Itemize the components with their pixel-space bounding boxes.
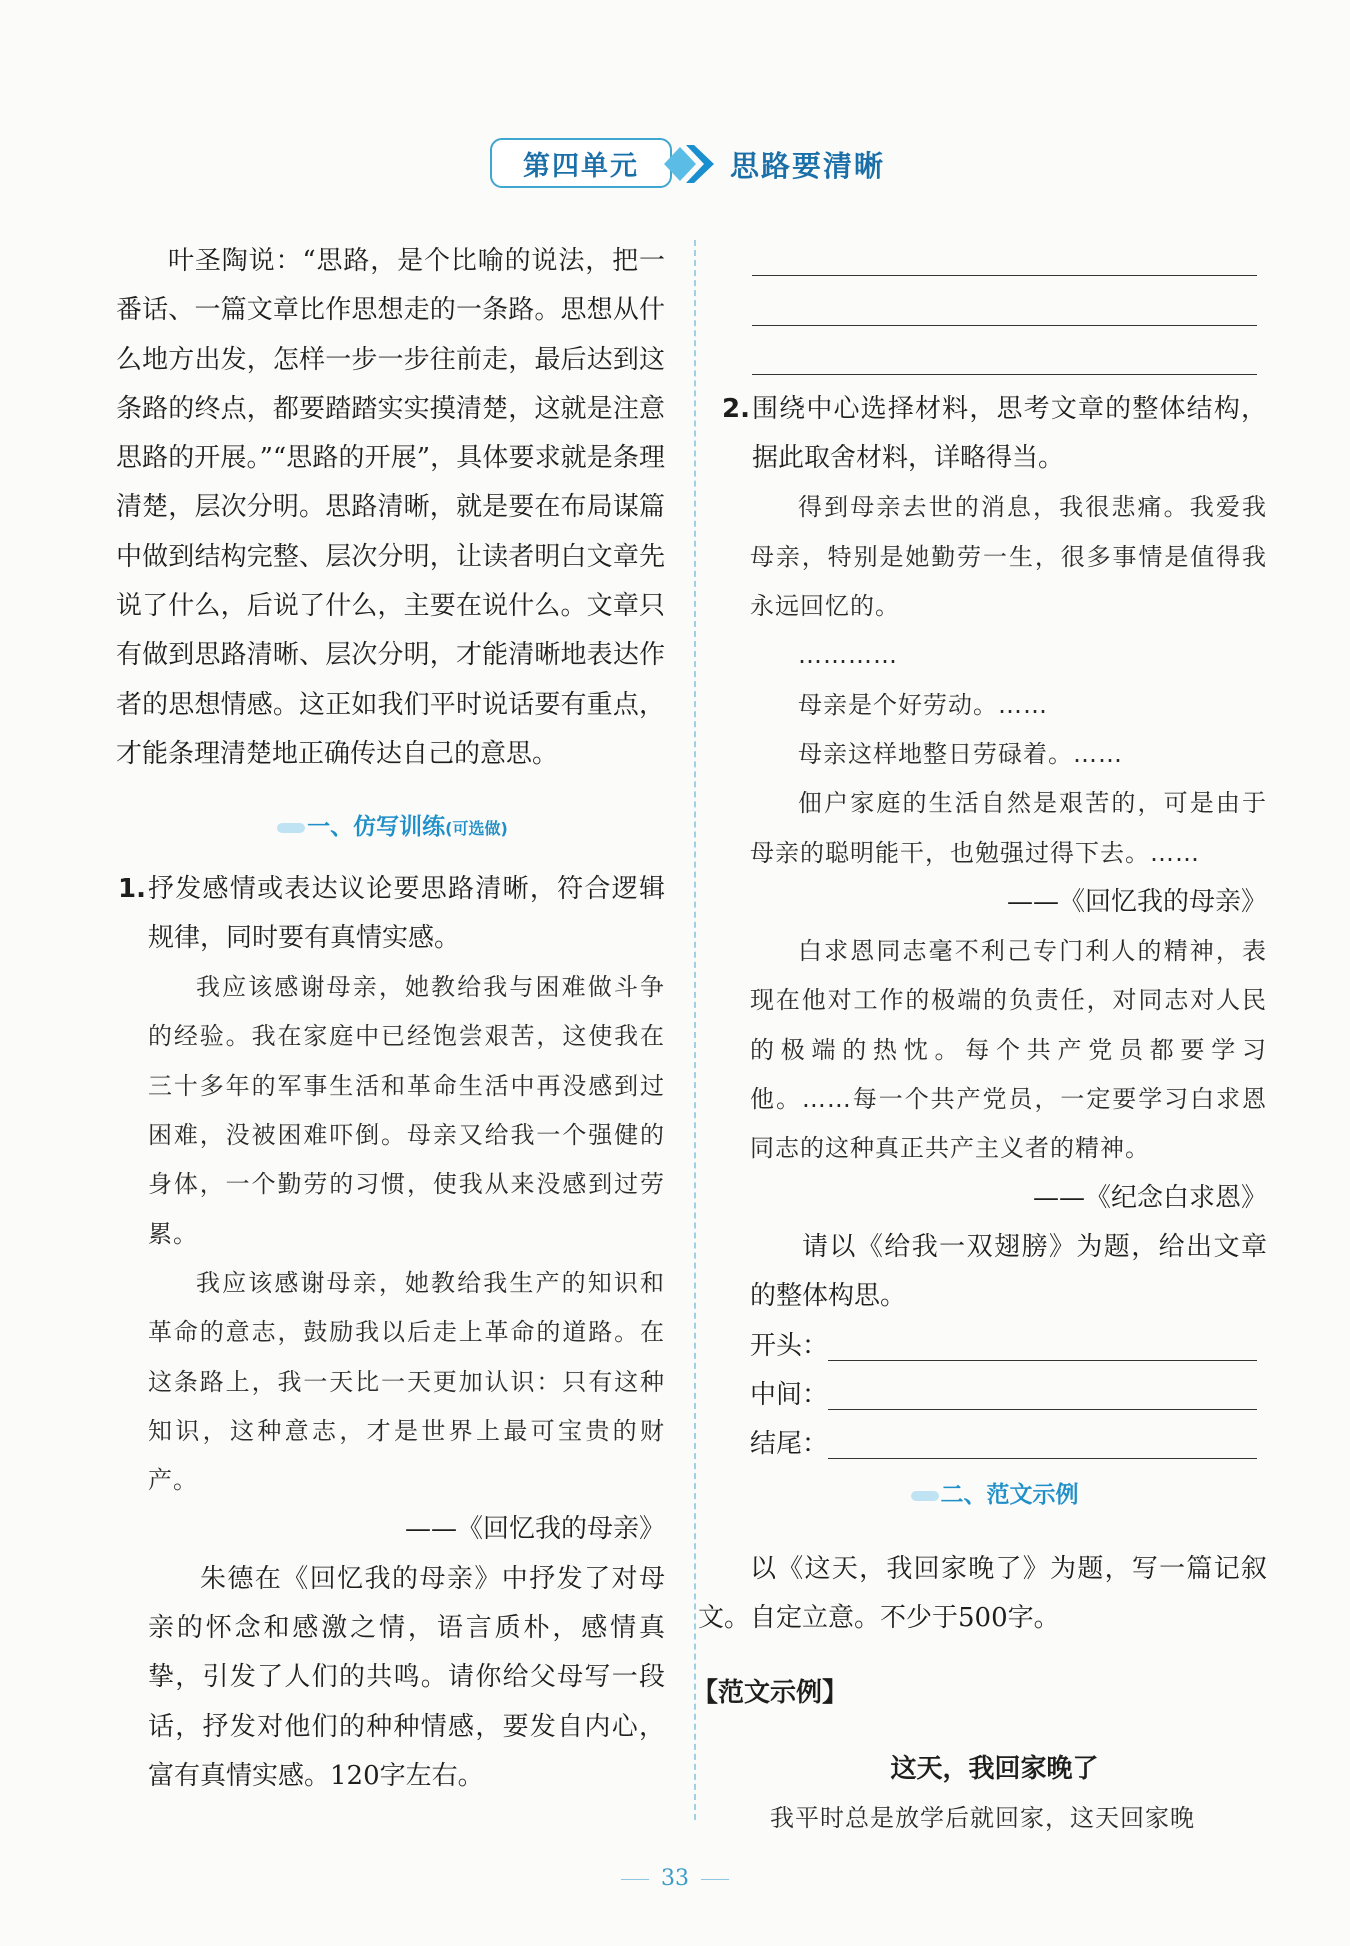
- fill-line[interactable]: [828, 1360, 1257, 1361]
- quote-source: ——《回忆我的母亲》: [404, 1514, 665, 1545]
- unit-label: 第四单元: [490, 138, 672, 188]
- exercise-item-1: [118, 865, 665, 964]
- item-text: 抒发感情或表达议论要思路清晰，符合逻辑规律，同时要有真情实感。: [148, 873, 665, 953]
- essay-title: 这天，我回家晚了: [890, 1753, 1099, 1784]
- quote-block-2: [722, 483, 1267, 1321]
- section-note: (可选做): [445, 819, 508, 839]
- exercise-item-2: [722, 385, 1267, 484]
- answer-line[interactable]: [722, 286, 1267, 335]
- essay-first-line: 我平时总是放学后就回家，这天回家晚: [770, 1803, 1195, 1832]
- section-title-text: 一、仿写训练: [307, 814, 446, 841]
- section-title-text: 二、范文示例: [940, 1482, 1079, 1509]
- quote-source: ——《纪念白求恩》: [1032, 1182, 1267, 1213]
- section-title-sample: [722, 1471, 1267, 1520]
- item-number: 1.: [118, 873, 146, 904]
- section-title-imitation: [120, 803, 665, 852]
- title-bar-icon: [911, 1491, 939, 1501]
- fill-line[interactable]: [828, 1458, 1257, 1459]
- fill-label: 结尾：: [750, 1429, 829, 1460]
- page-dash: [701, 1879, 729, 1880]
- quote-ellipsis: …………: [798, 641, 898, 670]
- page-dash: [621, 1879, 649, 1880]
- left-column: [116, 237, 665, 1801]
- writing-task: 朱德在《回忆我的母亲》中抒发了对母亲的怀念和感激之情，语言质朴，感情真挚，引发了人们的共鸣。请你给父母写一段话，抒发对他们的种种情感，要发自内心，富有真情实感。120字左右。: [148, 1563, 665, 1791]
- fill-opening[interactable]: [722, 1322, 1267, 1371]
- quote-source: ——《回忆我的母亲》: [1006, 886, 1267, 917]
- answer-line[interactable]: [722, 237, 1267, 286]
- fill-label: 开头：: [750, 1330, 829, 1361]
- fill-label: 中间：: [750, 1379, 829, 1410]
- quote-paragraph: 白求恩同志毫不利己专门利人的精神，表现在他对工作的极端的负责任，对同志对人民的极端的热忱。每个共产党员都要学习他。……每一个共产党员，一定要学习白求恩同志的这种真正共产主义者的精神。: [750, 937, 1267, 1163]
- column-divider: [694, 240, 696, 1820]
- item-number: 2.: [722, 393, 750, 424]
- page-number: [0, 1866, 1350, 1891]
- item-text: 围绕中心选择材料，思考文章的整体结构，据此取舍材料，详略得当。: [752, 393, 1267, 474]
- quote-paragraph: 母亲这样地整日劳碌着。……: [798, 739, 1123, 768]
- answer-line[interactable]: [722, 336, 1267, 385]
- sample-label: 【范文示例】: [692, 1678, 849, 1709]
- quote-block-1: [120, 963, 665, 1801]
- quote-paragraph: 我应该感谢母亲，她教给我生产的知识和革命的意志，鼓励我以后走上革命的道路。在这条路上，我一天比一天更加认识：只有这种知识，这种意志，才是世界上最可宝贵的财产。: [148, 1268, 665, 1495]
- title-bar-icon: [277, 823, 305, 833]
- quote-paragraph: 得到母亲去世的消息，我很悲痛。我爱我母亲，特别是她勤劳一生，很多事情是值得我永远回忆的。: [750, 493, 1267, 621]
- fill-line[interactable]: [828, 1409, 1257, 1410]
- fill-middle[interactable]: [722, 1371, 1267, 1420]
- unit-header: [490, 138, 910, 196]
- essay-prompt: 以《这天，我回家晚了》为题，写一篇记叙文。自定立意。不少于500字。: [698, 1553, 1267, 1634]
- arrow-diamond-icon: [658, 141, 718, 187]
- intro-paragraph: 叶圣陶说：“思路，是个比喻的说法，把一番话、一篇文章比作思想走的一条路。思想从什么地方出发，怎样一步一步往前走，最后达到这条路的终点，都要踏踏实实摸清楚，这就是注意思路的开展。”“思路的开展”，具体要求就是条理清楚，层次分明。思路清晰，就是要在布局谋篇中做到结构完整、层次分明，让读者明白文章先说了什么，后说了什么，主要在说什么。文章只有做到思路清晰、层次分明，才能清晰地表达作者的思想情感。这正如我们平时说话要有重点，才能条理清楚地正确传达自己的意思。: [116, 246, 665, 769]
- unit-topic: 思路要清晰: [730, 149, 886, 183]
- quote-paragraph: 佃户家庭的生活自然是艰苦的，可是由于母亲的聪明能干，也勉强过得下去。……: [750, 789, 1267, 867]
- page-number-text: 33: [661, 1866, 689, 1891]
- right-column: [692, 237, 1267, 1843]
- quote-paragraph: 我应该感谢母亲，她教给我与困难做斗争的经验。我在家庭中已经饱尝艰苦，这使我在三十多年的军事生活和革命生活中再没感到过困难，没被困难吓倒。母亲又给我一个强健的身体，一个勤劳的习惯，使我从来没感到过劳累。: [148, 973, 665, 1248]
- writing-task: 请以《给我一双翅膀》为题，给出文章的整体构思。: [750, 1231, 1267, 1312]
- quote-paragraph: 母亲是个好劳动。……: [798, 690, 1048, 719]
- fill-ending[interactable]: [722, 1420, 1267, 1469]
